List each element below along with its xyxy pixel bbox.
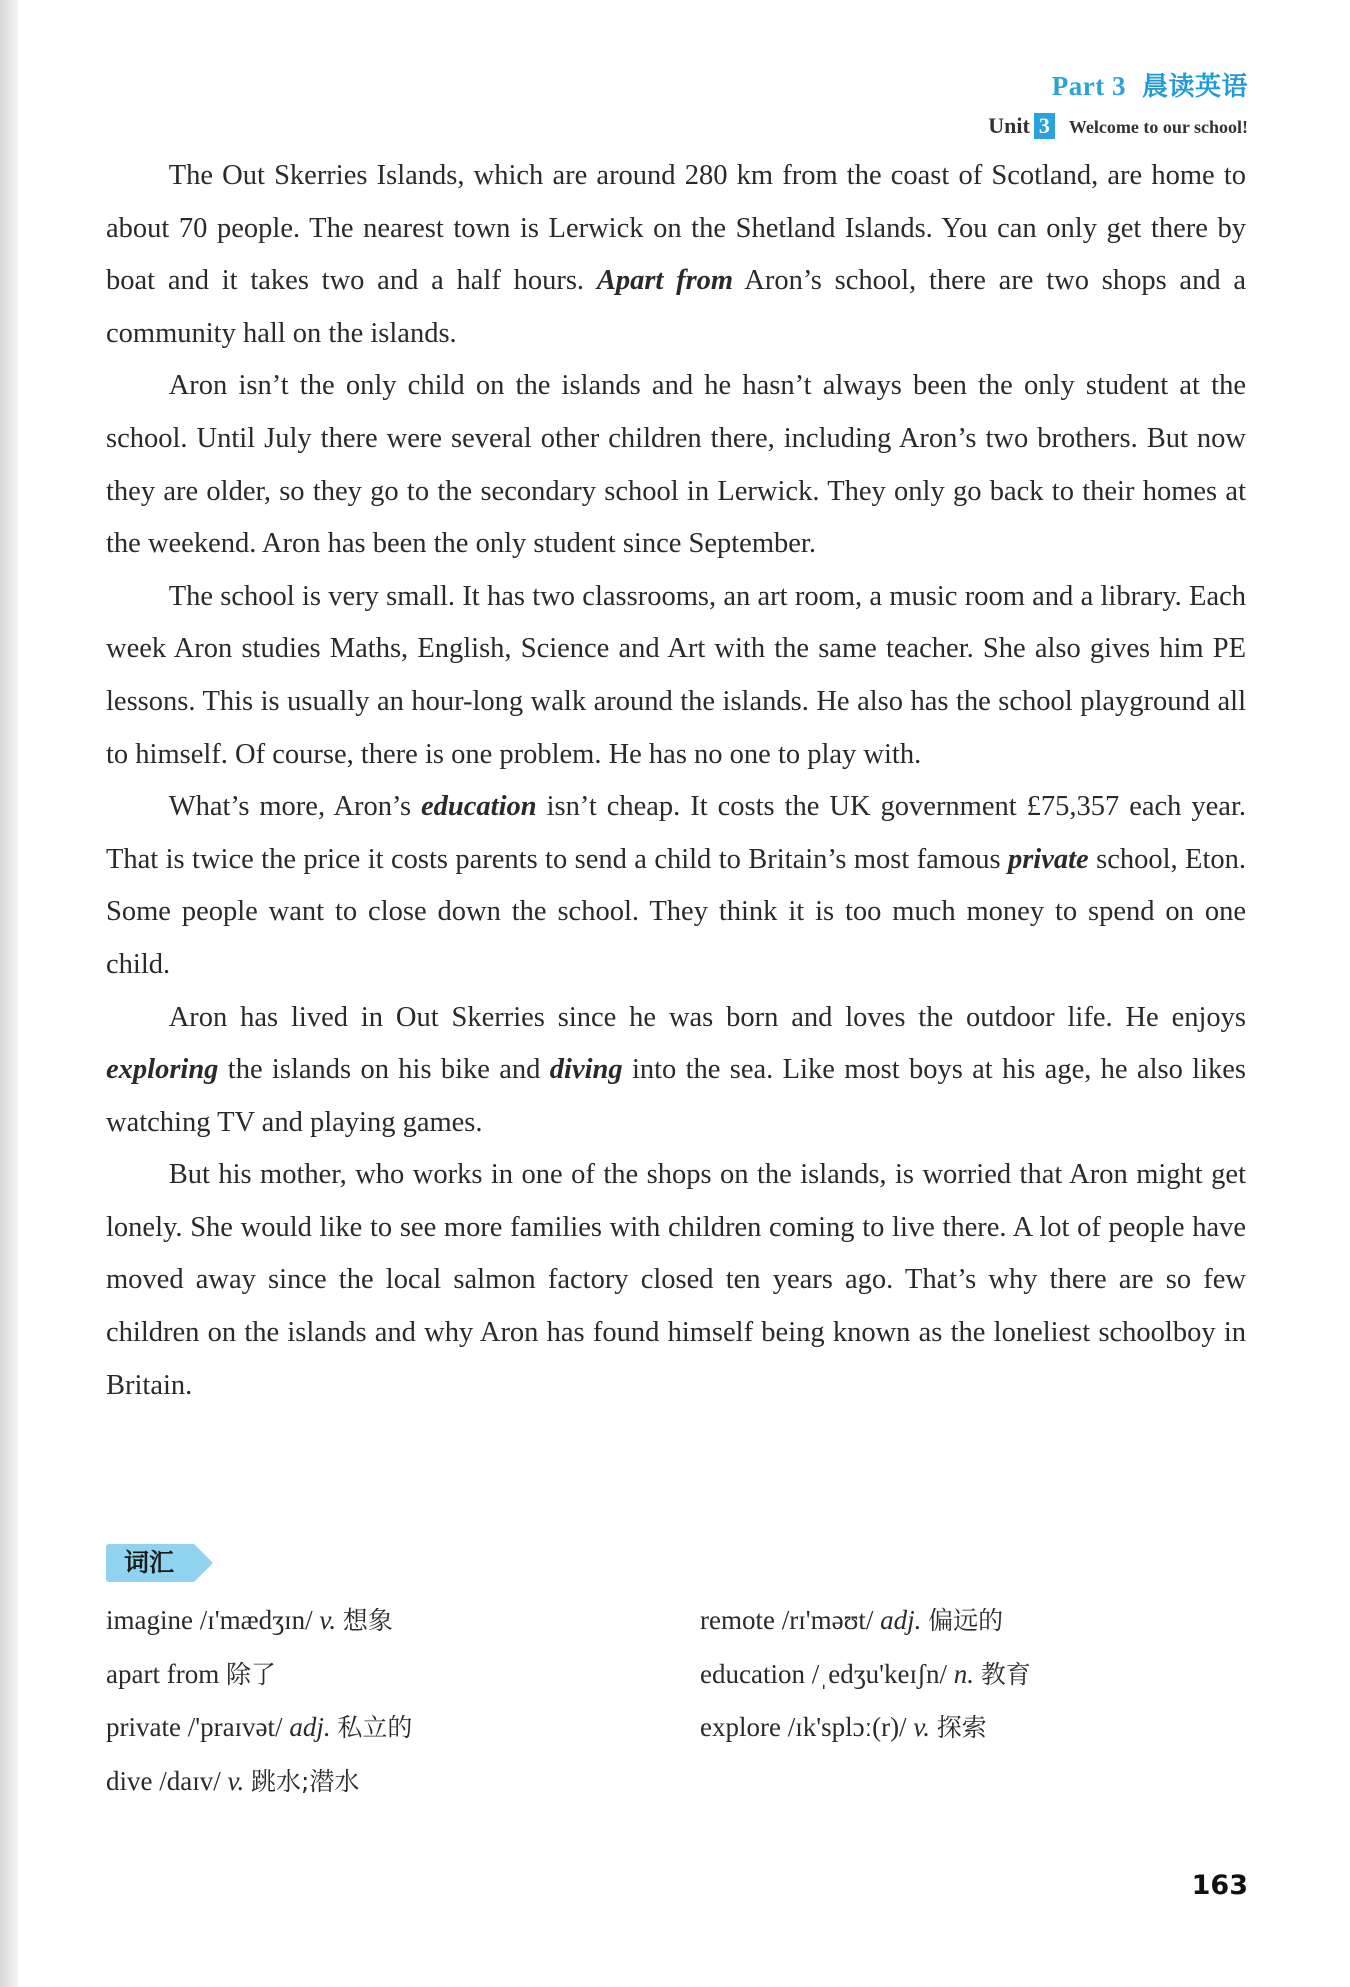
vocab-meaning: 教育 (980, 1659, 1031, 1689)
vocab-item (106, 1701, 700, 1755)
text-run: into the sea. Like most boys at his age, he also likes watching TV and playing games. (106, 1054, 1246, 1138)
paragraph-5 (106, 992, 1246, 1150)
keyword-private: private (1007, 843, 1089, 875)
paragraph-6: But his mother, who works in one of the shops on the islands, is worried that Aron might get lonely. She would like to see more families with children coming to live there. A lot of people have moved away since the local salmon factory closed ten years ago. That’s why there are so few children on the islands and why Aron has found himself being known as the loneliest schoolboy in Britain. (106, 1159, 1246, 1401)
unit-number-badge: 3 (1034, 113, 1055, 139)
part-heading (988, 66, 1248, 103)
text-run: What’s more, Aron’s (168, 791, 422, 823)
vocab-meaning: 私立的 (337, 1713, 413, 1742)
keyword-apart-from: Apart from (596, 265, 734, 297)
unit-title: Welcome to our school! (1068, 117, 1248, 137)
paragraph-1 (106, 150, 1246, 360)
text-run: The Out Skerries Islands, which are around 280 km from the coast of Scotland, are home to about 70 people. The nearest town is Lerwick on the Shetland Islands. You can only get there by boat and it takes two and a half hours. (106, 160, 1246, 297)
text-run: Aron has lived in Out Skerries since he was born and loves the outdoor life. He enjoys (168, 1001, 1246, 1033)
vocab-word: explore (700, 1712, 781, 1742)
unit-heading (988, 113, 1248, 139)
keyword-diving: diving (549, 1054, 623, 1086)
vocab-pos: adj. (880, 1605, 922, 1635)
vocabulary-section (106, 1544, 1246, 1808)
paragraph-4 (106, 781, 1246, 991)
vocab-word: apart from (106, 1658, 220, 1689)
text-run: school, Eton. Some people want to close down the school. They think it is too much money to spend on one child. (106, 843, 1246, 980)
keyword-education: education (421, 791, 537, 823)
vocab-ipa: /ɪ'mædʒɪn/ (199, 1605, 313, 1635)
vocab-word: imagine (106, 1605, 193, 1635)
vocab-word: private (106, 1712, 181, 1742)
part-chinese-title: 晨读英语 (1141, 72, 1248, 102)
vocab-ipa: /rɪ'məʊt/ (781, 1605, 874, 1635)
unit-label: Unit (988, 113, 1030, 138)
vocab-meaning: 跳水;潜水 (250, 1766, 360, 1796)
page-edge-shadow (0, 0, 18, 1987)
keyword-exploring: exploring (106, 1054, 219, 1086)
part-label: Part 3 (1051, 71, 1126, 101)
vocab-word: dive (106, 1765, 153, 1796)
page-header (988, 66, 1248, 139)
vocab-meaning: 除了 (225, 1659, 276, 1689)
vocab-meaning: 探索 (936, 1713, 987, 1742)
page-number: 163 (1191, 1870, 1248, 1901)
vocabulary-list (106, 1594, 1246, 1808)
vocab-pos: v. (227, 1765, 245, 1796)
vocab-meaning: 偏远的 (928, 1606, 1004, 1635)
vocab-ipa: /ɪk'splɔː(r)/ (787, 1712, 907, 1742)
vocab-item (700, 1648, 1246, 1702)
vocab-pos: adj. (289, 1712, 331, 1742)
vocab-ipa: /ˌedʒu'keɪʃn/ (811, 1658, 948, 1689)
vocab-item (700, 1594, 1246, 1648)
reading-passage (106, 150, 1246, 1412)
vocab-item (700, 1701, 1246, 1755)
vocab-ipa: /'praɪvət/ (187, 1712, 283, 1742)
vocab-pos: v. (913, 1712, 931, 1742)
text-run: isn’t cheap. It costs the UK government £75,357 each year. That is twice the price it costs parents to send a child to Britain’s most famous (106, 791, 1246, 875)
vocab-item (106, 1594, 700, 1648)
text-run: the islands on his bike and (218, 1054, 550, 1086)
vocab-item (106, 1648, 700, 1702)
vocabulary-tag: 词汇 (106, 1544, 194, 1582)
text-run: Aron’s school, there are two shops and a community hall on the islands. (106, 265, 1246, 349)
paragraph-2: Aron isn’t the only child on the islands and he hasn’t always been the only student at the school. Until July there were several other children there, including Aron’s two brothers. But now they are older, so they go to the secondary school in Lerwick. They only go back to their homes at the weekend. Aron has been the only student since September. (106, 370, 1246, 560)
vocab-pos: n. (953, 1658, 975, 1689)
vocab-word: remote (700, 1605, 775, 1635)
vocab-pos: v. (319, 1605, 337, 1635)
vocab-ipa: /daɪv/ (159, 1765, 221, 1796)
paragraph-3: The school is very small. It has two classrooms, an art room, a music room and a library. Each week Aron studies Maths, English, Science and Art with the same teacher. She also gives him PE lessons. This is usually an hour-long walk around the islands. He also has the school playground all to himself. Of course, there is one problem. He has no one to play with. (106, 580, 1246, 770)
vocab-meaning: 想象 (342, 1606, 393, 1635)
vocab-word: education (700, 1658, 805, 1689)
vocab-item (106, 1755, 700, 1809)
